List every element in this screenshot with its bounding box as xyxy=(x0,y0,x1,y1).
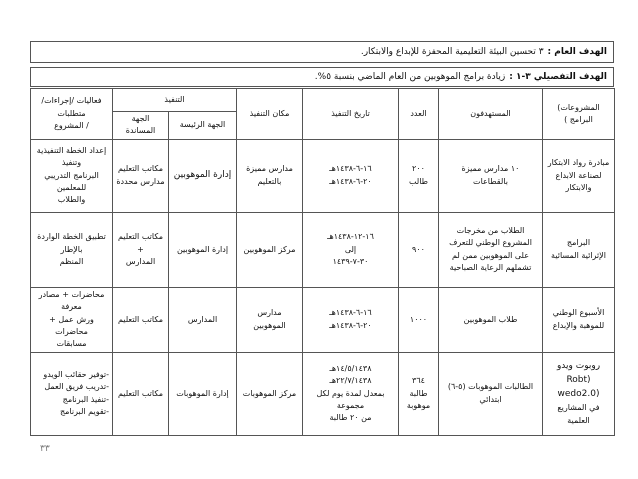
place-cell: مركز الموهوبات xyxy=(237,352,303,435)
main-party-cell: المدارس xyxy=(169,287,237,352)
activities-cell: محاضرات + مصادر معرفة ورش عمل + محاضرات مسابقات xyxy=(31,287,113,352)
place-cell: مركز الموهوبين xyxy=(237,212,303,287)
header-execution: التنفيذ xyxy=(113,89,237,112)
header-activities: فعاليات /إجراءات/ متطلبات / المشروع xyxy=(31,89,113,140)
date-cell: ١٦-١٢-١٤٣٨هـ إلى ٣٠-٧-١٤٣٩ xyxy=(303,212,399,287)
beneficiaries-cell: الطلاب من مخرجات المشروع الوطني للتعرف على الموهوبين ممن لم تشملهم الرعاية الصباحية xyxy=(439,212,543,287)
general-goal-text: ٣ تحسين البيئة التعليمية المحفزة للإبداع والابتكار. xyxy=(360,47,544,57)
detailed-goal-text: زيادة برامج الموهوبين من العام الماضي بنسبة ٥%. xyxy=(314,72,506,82)
header-count: العدد xyxy=(399,89,439,140)
date-cell: ١٦-٦-١٤٣٨هـ ٢٠-٦-١٤٣٨هـ xyxy=(303,287,399,352)
project-cell: مبادرة رواد الابتكار لصناعة الابداع والابتكار xyxy=(543,139,615,212)
header-support-party: الجهة المساندة xyxy=(113,112,169,140)
count-cell: ٣٦٤ طالبة موهوبة xyxy=(399,352,439,435)
header-projects: المشروعات) البرامج ) xyxy=(543,89,615,140)
header-beneficiaries: المستهدفون xyxy=(439,89,543,140)
place-cell: مدارس مميزة بالتعليم xyxy=(237,139,303,212)
main-party-cell: إدارة الموهوبين xyxy=(169,139,237,212)
support-party-cell: مكاتب التعليم xyxy=(113,287,169,352)
plan-table xyxy=(30,88,615,436)
header-date: تاريخ التنفيذ xyxy=(303,89,399,140)
date-cell: ١٦-٦-١٤٣٨هـ ٢٠-٦-١٤٣٨هـ xyxy=(303,139,399,212)
place-cell: مدارس الموهوبين xyxy=(237,287,303,352)
support-party-cell: مكاتب التعليم xyxy=(113,352,169,435)
count-cell: ٩٠٠ xyxy=(399,212,439,287)
header-place: مكان التنفيذ xyxy=(237,89,303,140)
table-row xyxy=(31,352,615,435)
project-cell: الأسبوع الوطني للموهبة والإبداع xyxy=(543,287,615,352)
detailed-goal-label: الهدف التفصيلي ٣-١ : xyxy=(509,72,607,82)
main-party-cell: إدارة الموهوبات xyxy=(169,352,237,435)
general-goal-label: الهدف العام : xyxy=(547,47,607,57)
support-party-cell: مكاتب التعليم مدارس محددة xyxy=(113,139,169,212)
support-party-cell: مكاتب التعليم + المدارس xyxy=(113,212,169,287)
activities-cell: إعداد الخطة التنفيذية وتنفيذ البرنامج التدريبي للمعلمين والطلاب xyxy=(31,139,113,212)
table-row xyxy=(31,139,615,212)
activities-cell: تطبيق الخطة الواردة بالإطار المنظم xyxy=(31,212,113,287)
beneficiaries-cell: الطالبات الموهوبات (٥-٦) ابتدائي xyxy=(439,352,543,435)
project-cell: البرامج الإثرائية المسائية xyxy=(543,212,615,287)
page-number: ٣٣ xyxy=(40,444,50,454)
project-cell: روبوت ويدو (Robt (wedo2.0 في المشاريع العلمية xyxy=(543,352,615,435)
beneficiaries-cell: طلاب الموهوبين xyxy=(439,287,543,352)
activities-cell: -توفير حقائب الويدو -تدريب فريق العمل -تنفيذ البرنامج -تقويم البرنامج xyxy=(31,352,113,435)
beneficiaries-cell: ١٠ مدارس مميزة بالقطاعات xyxy=(439,139,543,212)
table-row xyxy=(31,287,615,352)
detailed-goal-row xyxy=(30,67,614,87)
count-cell: ٢٠٠ طالب xyxy=(399,139,439,212)
table-row xyxy=(31,212,615,287)
main-party-cell: إدارة الموهوبين xyxy=(169,212,237,287)
count-cell: ١٠٠٠ xyxy=(399,287,439,352)
date-cell: ١٤/٥/١٤٣٨هـ ٢٢/٧/١٤٣٨هـ بمعدل لمدة يوم لكل مجموعة من ٢٠ طالبة xyxy=(303,352,399,435)
general-goal-row xyxy=(30,41,614,63)
header-main-party: الجهة الرئيسة xyxy=(169,112,237,140)
